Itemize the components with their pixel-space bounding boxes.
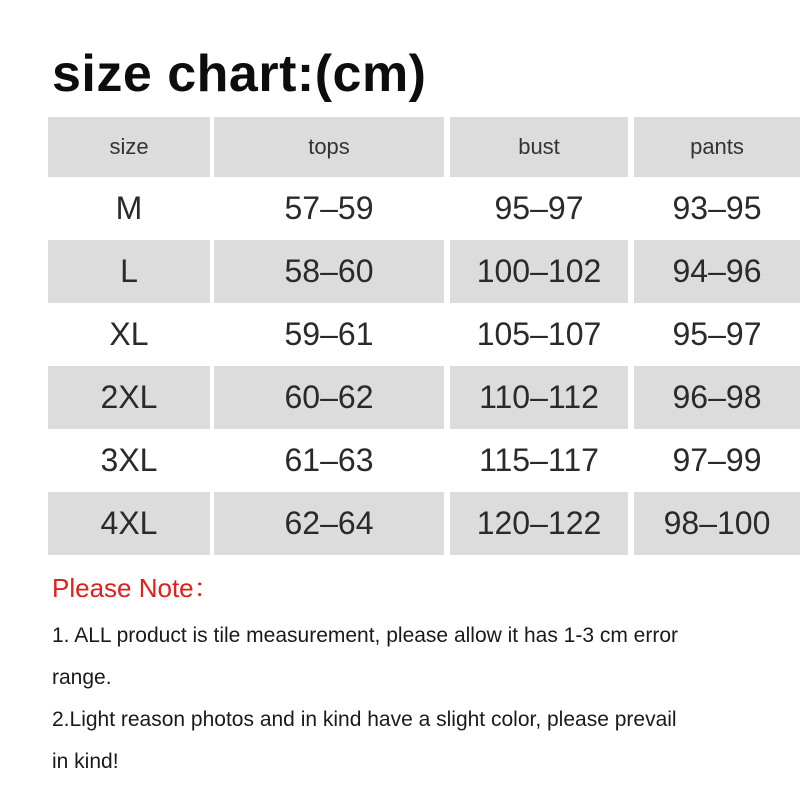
header-bust: bust [450, 117, 628, 177]
pants-cell: 98–100 [634, 492, 800, 555]
tops-cell: 62–64 [214, 492, 444, 555]
size-cell: L [48, 240, 210, 303]
table-row [48, 240, 762, 303]
size-cell: 3XL [100, 442, 158, 478]
pants-cell: 96–98 [634, 366, 800, 429]
tops-cell: 61–63 [284, 442, 374, 478]
pants-cell: 97–99 [672, 442, 762, 478]
size-cell: XL [109, 316, 149, 352]
size-table [48, 117, 771, 555]
bust-cell: 120–122 [450, 492, 628, 555]
table-row [48, 303, 762, 366]
table-row [48, 366, 762, 429]
tops-cell: 58–60 [214, 240, 444, 303]
table-row [48, 429, 762, 492]
table-header-row [48, 117, 750, 177]
header-pants: pants [634, 117, 800, 177]
tops-cell: 59–61 [284, 316, 374, 352]
table-row [48, 492, 771, 555]
note-line-2: range. [52, 666, 112, 689]
size-cell: 2XL [48, 366, 210, 429]
table-row [48, 177, 762, 240]
bust-cell: 105–107 [476, 316, 602, 352]
note-line-4: in kind! [52, 750, 119, 773]
note-heading: Please Note： [52, 573, 220, 603]
header-tops: tops [214, 117, 444, 177]
size-cell: 4XL [48, 492, 210, 555]
bust-cell: 110–112 [450, 366, 628, 429]
tops-cell: 60–62 [214, 366, 444, 429]
size-cell: M [115, 190, 143, 226]
bust-cell: 115–117 [479, 442, 599, 478]
page-title: size chart:(cm) [52, 45, 427, 103]
bust-cell: 95–97 [494, 190, 584, 226]
note-line-1: 1. ALL product is tile measurement, please allow it has 1-3 cm error [52, 624, 679, 647]
bust-cell: 100–102 [450, 240, 628, 303]
note-line-3: 2.Light reason photos and in kind have a slight color, please prevail [52, 708, 677, 731]
pants-cell: 94–96 [634, 240, 800, 303]
tops-cell: 57–59 [284, 190, 374, 226]
header-size: size [48, 117, 210, 177]
pants-cell: 93–95 [672, 190, 762, 226]
pants-cell: 95–97 [672, 316, 762, 352]
